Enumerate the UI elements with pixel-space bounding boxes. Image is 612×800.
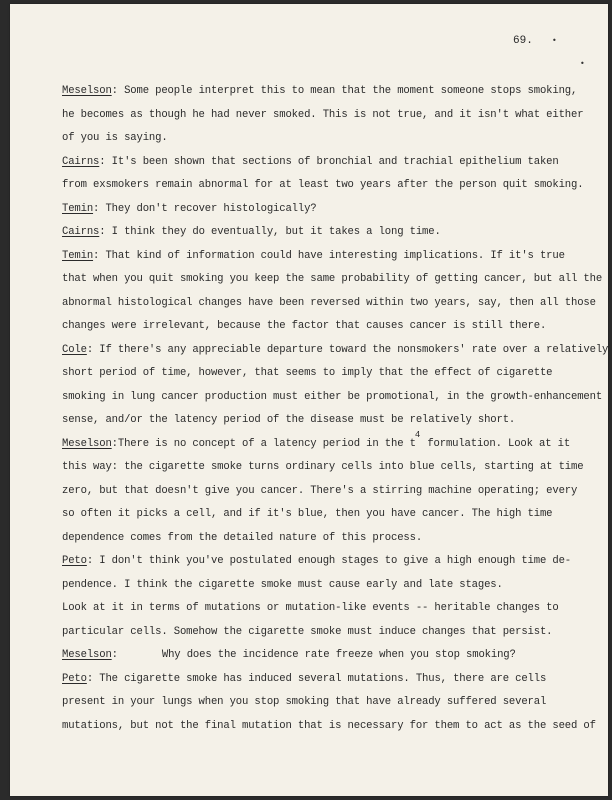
ink-dot: • — [580, 59, 585, 68]
ink-dot: • — [552, 36, 557, 45]
transcript-line — [62, 127, 592, 151]
transcript-line — [62, 644, 592, 668]
line-text: that when you quit smoking you keep the same probability of getting cancer, but all the — [62, 273, 603, 285]
line-text: this way: the cigarette smoke turns ordinary cells into blue cells, starting at time — [62, 461, 584, 473]
speaker-name: Meselson — [62, 85, 112, 97]
line-text: : I don't think you've postulated enough stages to give a high enough time de- — [86, 555, 572, 567]
speaker-name: Peto — [62, 555, 87, 567]
transcript-line — [62, 503, 592, 527]
speaker-name: Peto — [62, 672, 87, 685]
transcript-line — [62, 362, 592, 386]
line-text: zero, but that doesn't give you cancer. There's a stirring machine operating; every — [62, 484, 578, 497]
transcript-line — [62, 198, 592, 222]
transcript-line — [62, 456, 592, 480]
speaker-name: Cairns — [62, 226, 100, 238]
document-page — [10, 4, 608, 796]
line-text: : — [111, 649, 118, 661]
transcript-line — [62, 386, 603, 410]
transcript-line — [62, 292, 596, 316]
line-text: particular cells. Somehow the cigarette smoke must induce changes that persist. — [62, 625, 553, 638]
speaker-name: Cairns — [62, 155, 100, 168]
line-text: pendence. I think the cigarette smoke must cause early and late stages. — [62, 578, 503, 591]
line-text: he becomes as though he had never smoked. This is not true, and it isn't what either — [62, 108, 584, 121]
transcript-line — [62, 668, 592, 692]
transcript-line — [62, 104, 592, 128]
line-text: sense, and/or the latency period of the disease must be relatively short. — [62, 414, 516, 426]
line-text: : If there's any appreciable departure toward the nonsmokers' rate over a relatively — [86, 343, 609, 356]
transcript-line — [62, 151, 592, 175]
transcript-line — [62, 221, 592, 245]
transcript-line — [62, 574, 592, 598]
line-text: :There is no concept of a latency period in the t — [111, 437, 416, 450]
line-text: : Some people interpret this to mean that the moment someone stops smoking, — [111, 85, 578, 97]
line-text: of you is saying. — [62, 132, 168, 144]
line-text: dependence comes from the detailed nature of this process. — [62, 531, 423, 544]
transcript-line — [62, 715, 596, 739]
speaker-name: Temin — [62, 202, 94, 215]
line-text: changes were irrelevant, because the factor that causes cancer is still there. — [62, 320, 547, 332]
transcript-line — [62, 174, 592, 198]
line-text: Look at it in terms of mutations or mutation-like events -- heritable changes to — [62, 602, 559, 614]
line-text: : That kind of information could have interesting implications. If it's true — [93, 249, 565, 262]
transcript-line — [62, 480, 592, 504]
line-text: : The cigarette smoke has induced several mutations. Thus, there are cells — [86, 672, 547, 685]
speaker-name: Cole — [62, 343, 87, 356]
transcript-line — [62, 597, 592, 621]
line-text: short period of time, however, that seems to imply that the effect of cigarette — [62, 367, 553, 379]
line-text: abnormal histological changes have been reversed within two years, say, then all those — [62, 296, 596, 309]
line-text: mutations, but not the final mutation that is necessary for them to act as the seed of — [62, 719, 596, 732]
line-text: from exsmokers remain abnormal for at least two years after the person quit smoking. — [62, 179, 584, 191]
transcript-line — [62, 245, 592, 269]
line-text: present in your lungs when you stop smoking that have already suffered several — [62, 696, 547, 708]
speaker-name: Meselson — [62, 437, 112, 450]
speaker-name: Meselson — [62, 649, 112, 661]
transcript-line — [62, 621, 592, 645]
line-text: : They don't recover histologically? — [93, 202, 317, 215]
speaker-name: Temin — [62, 249, 94, 262]
transcript-line — [62, 339, 609, 363]
line-text: so often it picks a cell, and if it's blue, then you have cancer. The high time — [62, 508, 553, 520]
transcript-body — [62, 80, 609, 738]
transcript-line — [62, 429, 592, 457]
line-text: : I think they do eventually, but it takes a long time. — [99, 226, 441, 238]
line-text: : It's been shown that sections of bronchial and trachial epithelium taken — [99, 155, 559, 168]
transcript-line — [62, 315, 592, 339]
transcript-line — [62, 409, 592, 433]
line-text-continued: formulation. Look at it — [421, 437, 571, 450]
superscript: 4 — [414, 429, 421, 440]
transcript-line — [62, 527, 592, 551]
line-text: smoking in lung cancer production must either be promotional, in the growth-enhancement — [62, 390, 603, 403]
transcript-line — [62, 268, 603, 292]
line-text-continued: Why does the incidence rate freeze when you stop smoking? — [161, 649, 516, 661]
transcript-line — [62, 80, 592, 104]
transcript-line — [62, 691, 592, 715]
transcript-line — [62, 550, 592, 574]
page-number: 69. — [513, 35, 533, 47]
